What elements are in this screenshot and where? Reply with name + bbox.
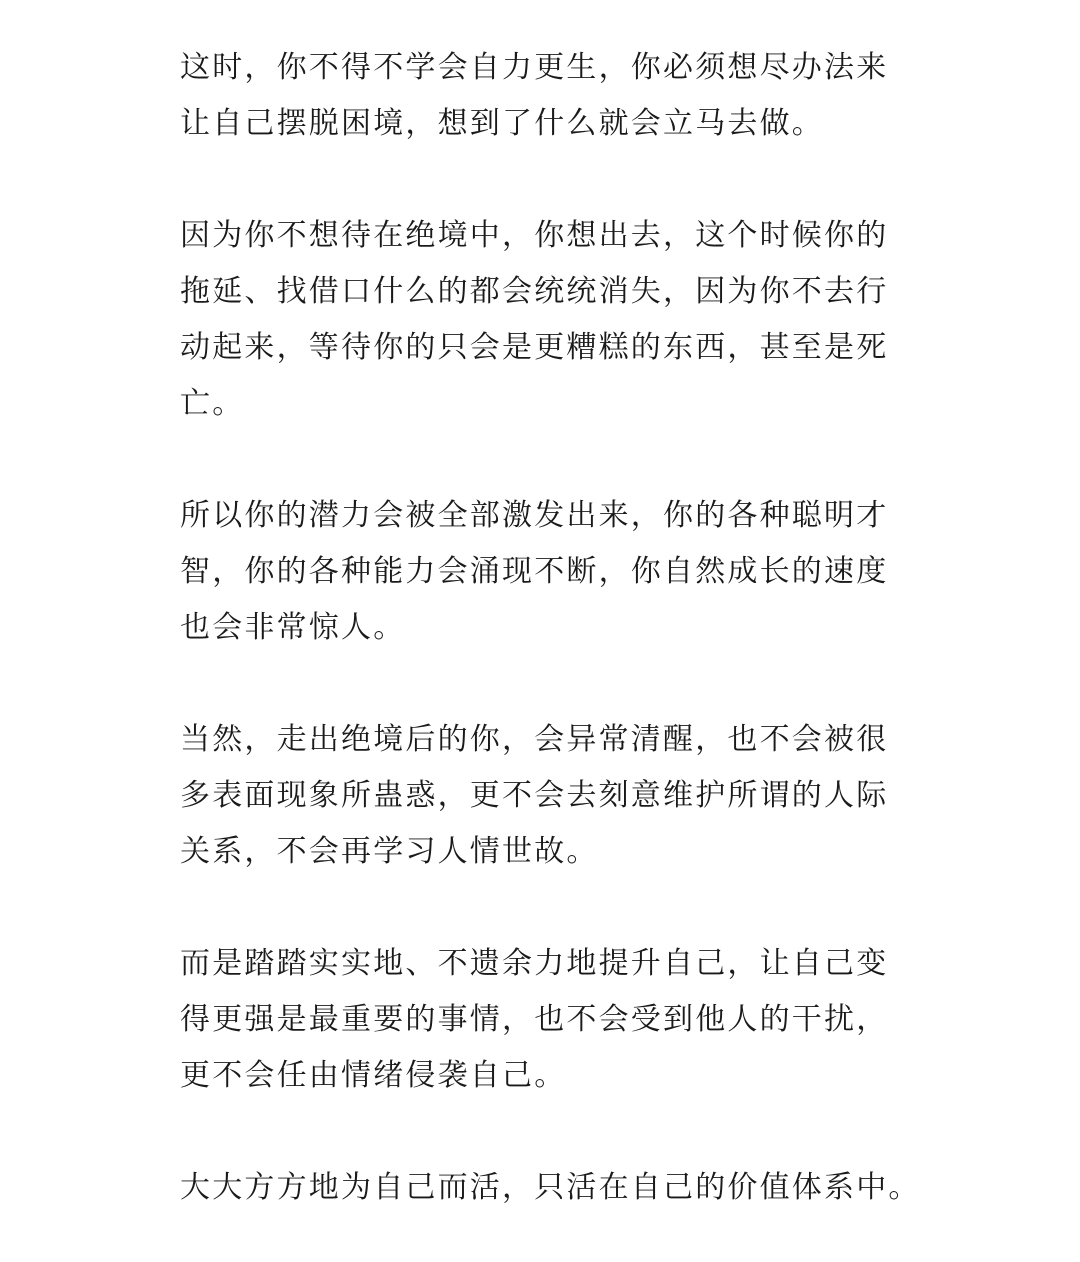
text-line: 因为你不想待在绝境中，你想出去，这个时候你的 xyxy=(180,218,889,253)
paragraph-spacer xyxy=(180,1104,880,1160)
article-body xyxy=(180,40,921,1216)
paragraph-3 xyxy=(180,488,889,656)
text-line: 也会非常惊人。 xyxy=(180,610,406,645)
text-line: 智，你的各种能力会涌现不断，你自然成长的速度 xyxy=(180,554,889,589)
text-line: 大大方方地为自己而活，只活在自己的价值体系中。 xyxy=(180,1170,921,1205)
text-line: 所以你的潜力会被全部激发出来，你的各种聪明才 xyxy=(180,498,889,533)
text-line: 当然，走出绝境后的你，会异常清醒，也不会被很 xyxy=(180,722,889,757)
paragraph-spacer xyxy=(180,656,880,712)
paragraph-2 xyxy=(180,208,889,432)
paragraph-spacer xyxy=(180,432,880,488)
paragraph-4 xyxy=(180,712,889,880)
text-line: 而是踏踏实实地、不遗余力地提升自己，让自己变 xyxy=(180,946,889,981)
text-line: 多表面现象所蛊惑，更不会去刻意维护所谓的人际 xyxy=(180,778,889,813)
text-line: 更不会任由情绪侵袭自己。 xyxy=(180,1058,567,1093)
text-line: 关系，不会再学习人情世故。 xyxy=(180,834,599,869)
paragraph-6 xyxy=(180,1160,921,1216)
text-line: 得更强是最重要的事情，也不会受到他人的干扰， xyxy=(180,1002,889,1037)
text-line: 拖延、找借口什么的都会统统消失，因为你不去行 xyxy=(180,274,889,309)
paragraph-5 xyxy=(180,936,889,1104)
text-line: 让自己摆脱困境，想到了什么就会立马去做。 xyxy=(180,106,824,141)
paragraph-spacer xyxy=(180,880,880,936)
text-line: 动起来，等待你的只会是更糟糕的东西，甚至是死 xyxy=(180,330,889,365)
text-line: 这时，你不得不学会自力更生，你必须想尽办法来 xyxy=(180,50,889,85)
paragraph-spacer xyxy=(180,152,880,208)
paragraph-1 xyxy=(180,40,889,152)
text-line: 亡。 xyxy=(180,386,245,421)
